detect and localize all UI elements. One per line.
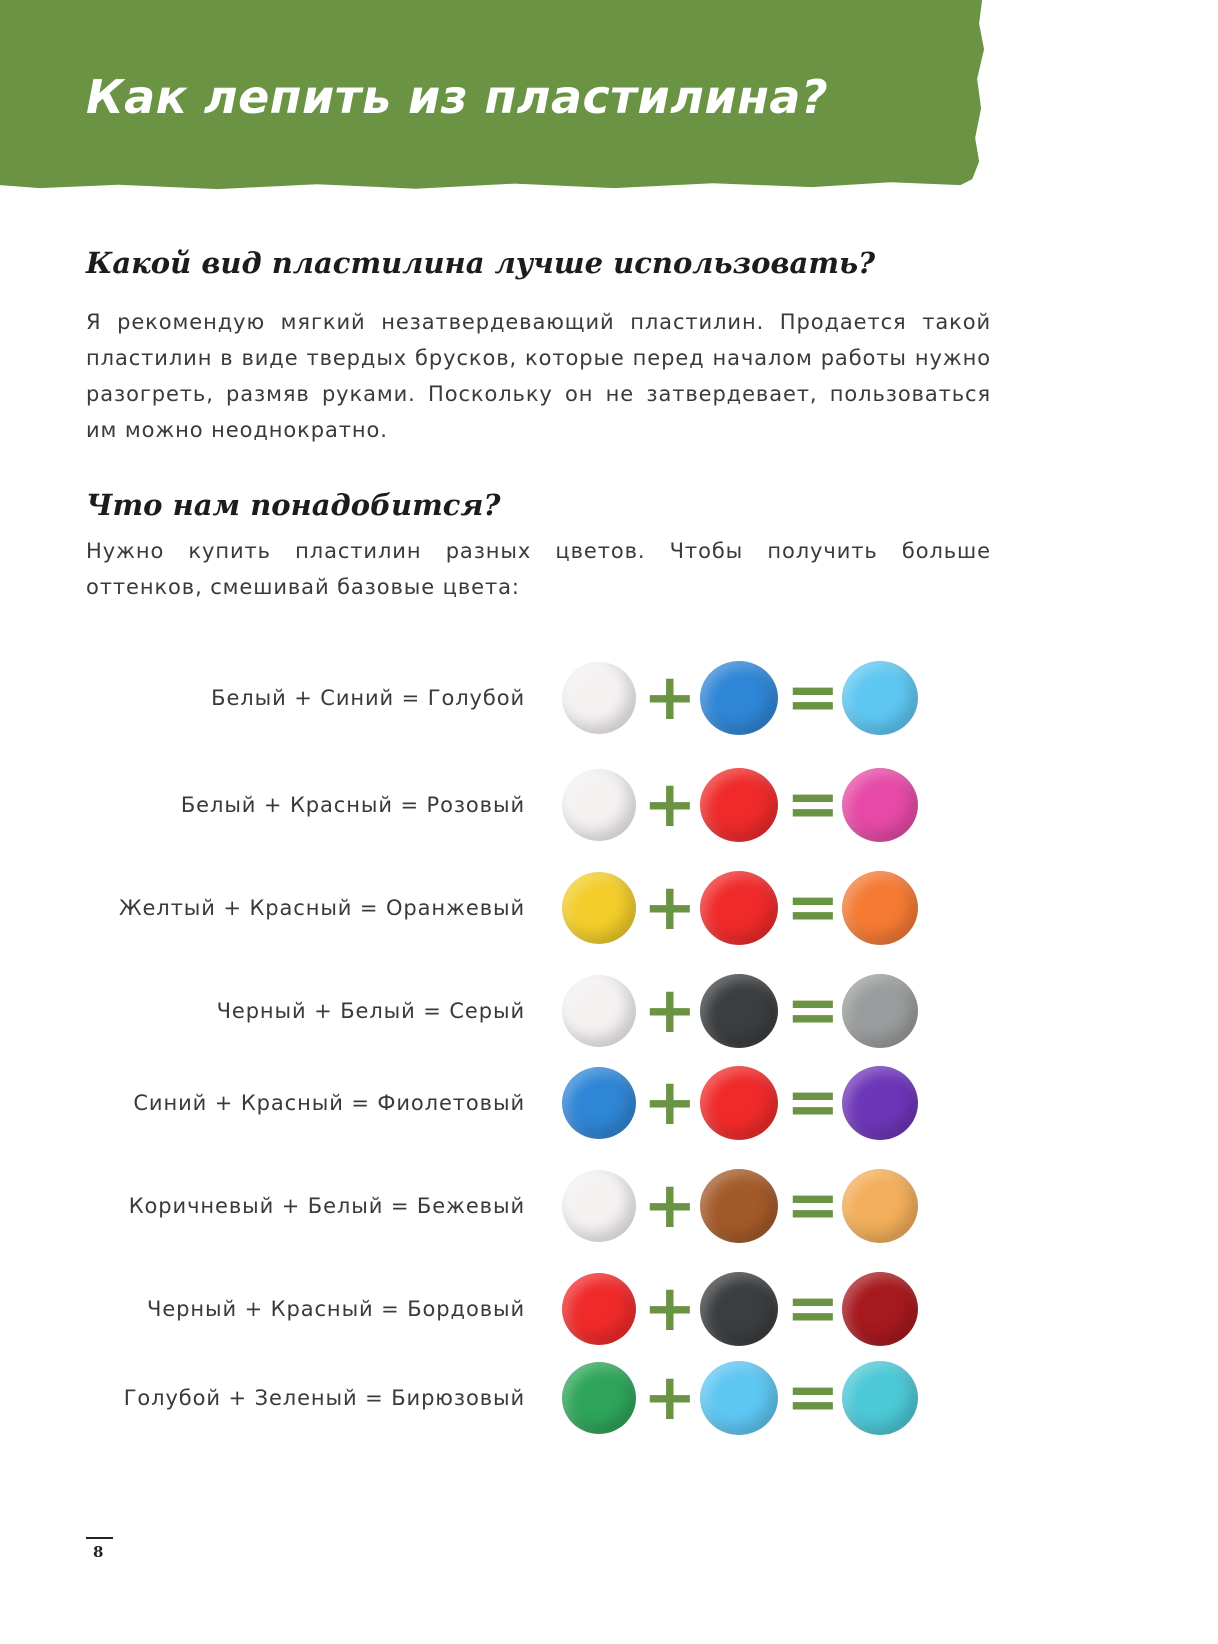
mix-label: Синий + Красный = Фиолетовый (133, 1091, 525, 1115)
plus-sign: + (643, 1272, 697, 1346)
plus-sign: + (643, 1361, 697, 1435)
color-mix-row (0, 1161, 1218, 1251)
color-ball-second (700, 871, 778, 945)
color-ball-first (562, 975, 636, 1047)
plus-sign: + (643, 768, 697, 842)
section-heading-plasticine-type: Какой вид пластилина лучше использовать? (86, 246, 876, 280)
color-ball-result (842, 768, 918, 842)
plus-sign: + (643, 1169, 697, 1243)
equals-sign: = (786, 661, 840, 735)
color-mix-row (0, 760, 1218, 850)
equals-sign: = (786, 974, 840, 1048)
section-text-materials: Нужно купить пластилин разных цветов. Чтобы получить больше оттенков, смешивай базовые цвета: (86, 539, 991, 599)
equals-sign: = (786, 1272, 840, 1346)
mix-label: Белый + Синий = Голубой (211, 686, 525, 710)
color-mix-row (0, 1353, 1218, 1443)
mix-label: Желтый + Красный = Оранжевый (118, 896, 525, 920)
color-ball-result (842, 661, 918, 735)
mix-label: Черный + Белый = Серый (216, 999, 525, 1023)
color-ball-second (700, 1361, 778, 1435)
color-ball-second (700, 768, 778, 842)
color-ball-second (700, 1272, 778, 1346)
color-ball-result (842, 871, 918, 945)
mix-label: Черный + Красный = Бордовый (147, 1297, 525, 1321)
color-ball-result (842, 974, 918, 1048)
color-mix-row (0, 966, 1218, 1056)
color-mix-row (0, 863, 1218, 953)
mix-label: Голубой + Зеленый = Бирюзовый (123, 1386, 525, 1410)
equals-sign: = (786, 1066, 840, 1140)
color-mix-row (0, 1264, 1218, 1354)
color-ball-result (842, 1361, 918, 1435)
color-ball-first (562, 769, 636, 841)
color-mix-row (0, 1058, 1218, 1148)
equals-sign: = (786, 768, 840, 842)
color-ball-second (700, 1066, 778, 1140)
section-text-plasticine-type: Я рекомендую мягкий незатвердевающий пластилин. Продается такой пластилин в виде твердых брусков, которые перед началом работы нужно разогреть, размяв руками. Поскольку он не затвердевает, пользоваться им можно неоднократно. (86, 310, 991, 442)
footer-rule (86, 1537, 113, 1539)
plus-sign: + (643, 661, 697, 735)
color-ball-second (700, 661, 778, 735)
equals-sign: = (786, 1169, 840, 1243)
mix-label: Коричневый + Белый = Бежевый (128, 1194, 525, 1218)
color-ball-second (700, 974, 778, 1048)
page-title: Как лепить из пластилина? (86, 70, 829, 124)
color-ball-result (842, 1066, 918, 1140)
equals-sign: = (786, 871, 840, 945)
section-heading-materials: Что нам понадобится? (86, 488, 501, 522)
color-ball-result (842, 1272, 918, 1346)
plus-sign: + (643, 1066, 697, 1140)
equals-sign: = (786, 1361, 840, 1435)
mix-label: Белый + Красный = Розовый (180, 793, 525, 817)
color-ball-first (562, 662, 636, 734)
page-number: 8 (93, 1543, 104, 1561)
color-ball-first (562, 1170, 636, 1242)
color-ball-first (562, 1362, 636, 1434)
color-mix-row (0, 653, 1218, 743)
color-ball-first (562, 1067, 636, 1139)
plus-sign: + (643, 871, 697, 945)
color-ball-second (700, 1169, 778, 1243)
plus-sign: + (643, 974, 697, 1048)
color-ball-first (562, 872, 636, 944)
color-ball-first (562, 1273, 636, 1345)
color-ball-result (842, 1169, 918, 1243)
